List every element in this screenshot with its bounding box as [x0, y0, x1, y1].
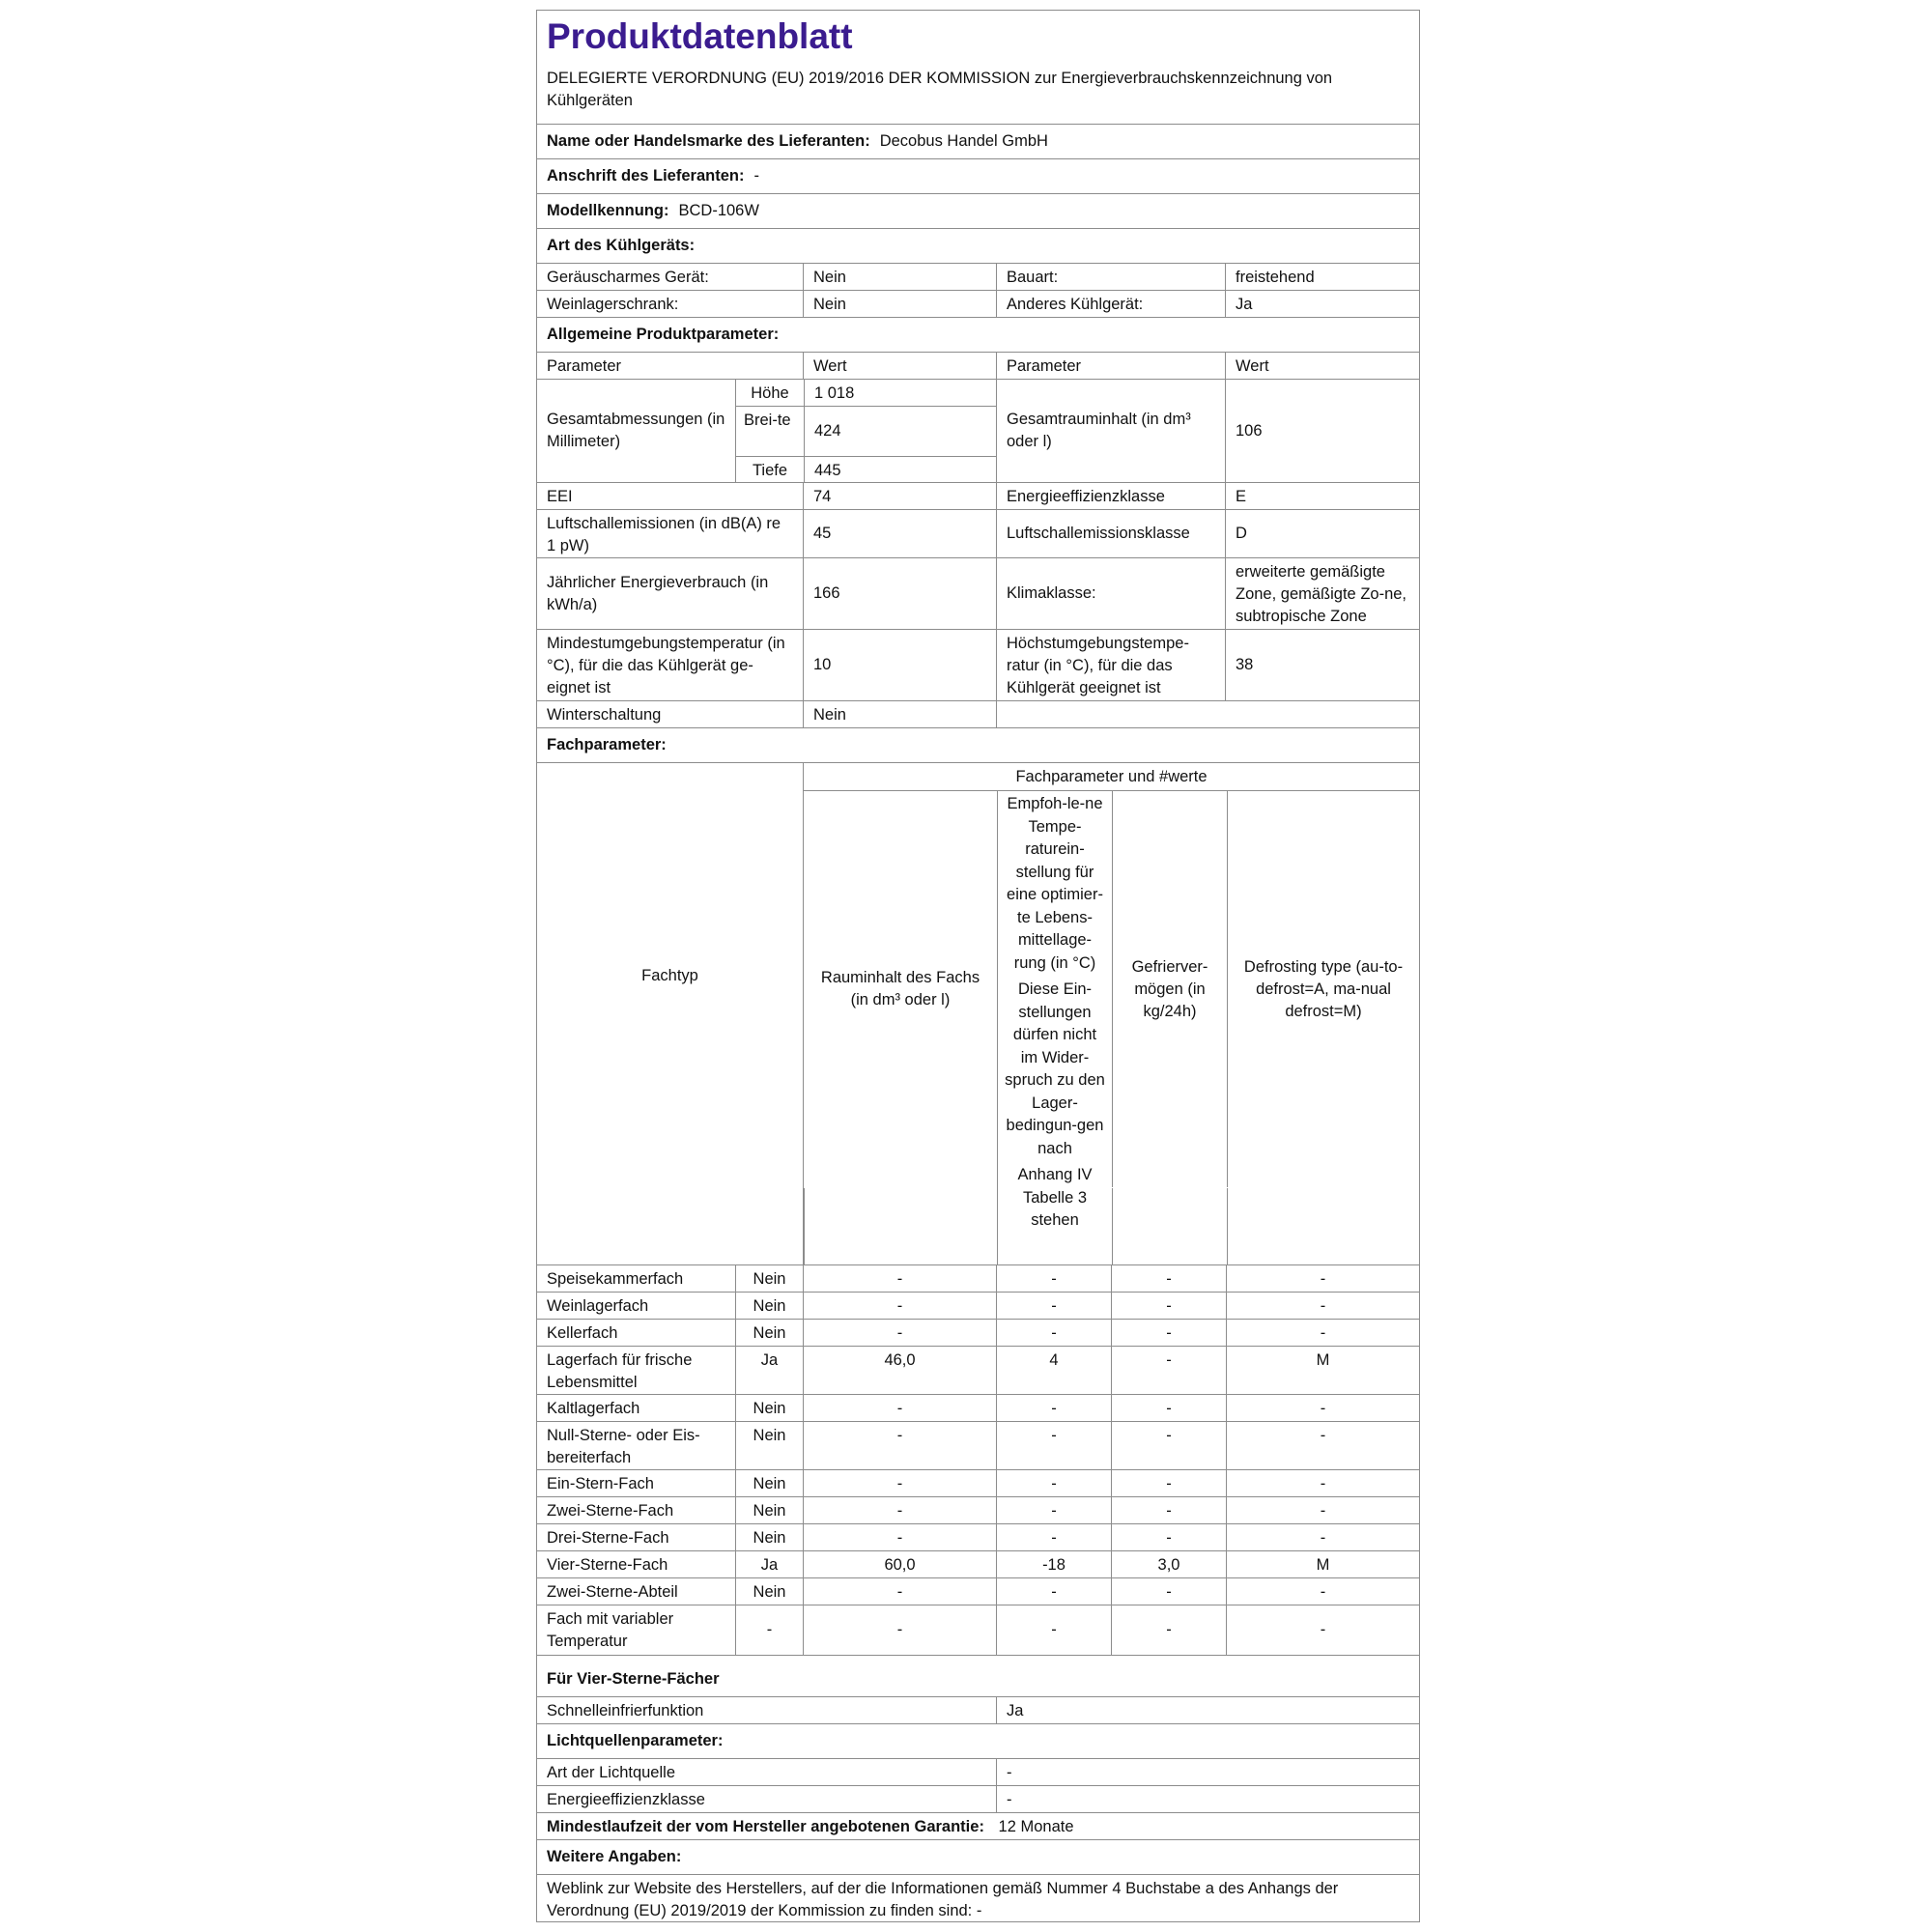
compartment-name: Speisekammerfach — [547, 1270, 684, 1288]
compartment-freezing: - — [1111, 1497, 1226, 1523]
param-label: Energieeffizienzklasse — [996, 483, 1225, 509]
column-header-value: Wert — [803, 353, 996, 379]
compartment-row — [537, 1524, 1419, 1551]
compartment-volume: - — [803, 1265, 996, 1292]
compartment-row — [537, 1551, 1419, 1578]
compartment-name: Ein-Stern-Fach — [547, 1475, 654, 1492]
compartment-row — [537, 1265, 1419, 1293]
compartment-present: Nein — [735, 1422, 803, 1469]
four-star-heading: Für Vier-Sterne-Fächer — [547, 1670, 720, 1688]
type-label: Anderes Kühlgerät: — [996, 291, 1225, 317]
supplier-name-row — [537, 125, 1419, 159]
type-value: Ja — [1225, 291, 1419, 317]
dimension-label: Brei-te — [744, 412, 791, 429]
compartment-temperature: - — [996, 1605, 1111, 1655]
compartment-row — [537, 1293, 1419, 1320]
general-param-row — [537, 630, 1419, 701]
param-value: 38 — [1225, 630, 1419, 700]
compartment-temperature: - — [996, 1320, 1111, 1346]
param-label: Jährlicher Energieverbrauch (in kWh/a) — [547, 573, 769, 613]
compartments-header-group — [803, 763, 1419, 1264]
page-title: Produktdatenblatt — [547, 16, 853, 56]
compartment-row — [537, 1578, 1419, 1605]
light-class-row — [537, 1786, 1419, 1813]
compartment-name: Null-Sterne- oder Eis-bereiterfach — [547, 1427, 700, 1466]
further-text: Weblink zur Website des Herstellers, auf der die Informationen gemäß Nummer 4 Buchstabe a des Anhangs der Verordnung (EU) 2019/2019 der Kommission zu finden sind: - — [547, 1880, 1339, 1919]
column-header-freezing: Gefrierver-mögen (in kg/24h) — [1112, 791, 1227, 1187]
compartment-temperature: - — [996, 1422, 1111, 1469]
compartment-freezing: - — [1111, 1470, 1226, 1496]
dimension-value: 1 018 — [804, 380, 996, 406]
compartment-present: Nein — [735, 1320, 803, 1346]
compartment-freezing: - — [1111, 1422, 1226, 1469]
four-star-heading-row — [537, 1662, 1419, 1697]
winter-row — [537, 701, 1419, 728]
compartment-freezing: - — [1111, 1524, 1226, 1550]
compartment-present: Nein — [735, 1470, 803, 1496]
param-value: 10 — [803, 630, 996, 700]
warranty-row — [537, 1813, 1419, 1840]
further-heading: Weitere Angaben: — [547, 1848, 682, 1865]
compartment-volume: - — [803, 1422, 996, 1469]
compartments-heading-row — [537, 728, 1419, 763]
compartment-defrost: - — [1226, 1578, 1419, 1605]
type-label: Weinlagerschrank: — [547, 296, 679, 313]
dimension-row — [736, 457, 996, 482]
compartment-row — [537, 1395, 1419, 1422]
param-label: Mindestumgebungstemperatur (in °C), für die das Kühlgerät ge-eignet ist — [547, 635, 785, 696]
type-row — [537, 264, 1419, 291]
model-value: BCD-106W — [678, 202, 759, 219]
column-header-parameter: Parameter — [996, 353, 1225, 379]
divider — [804, 1188, 806, 1264]
general-param-row — [537, 558, 1419, 630]
compartment-volume: - — [803, 1470, 996, 1496]
compartment-name: Zwei-Sterne-Abteil — [547, 1583, 678, 1601]
fast-freeze-value: Ja — [996, 1697, 1419, 1723]
regulation-subtitle: DELEGIERTE VERORDNUNG (EU) 2019/2016 DER KOMMISSION zur Energieverbrauchskennzeichnung von Kühlgeräten — [547, 70, 1333, 109]
column-header-temperature — [997, 791, 1112, 1264]
light-heading-row — [537, 1724, 1419, 1759]
light-type-row — [537, 1759, 1419, 1786]
winter-label: Winterschaltung — [547, 706, 662, 724]
compartment-temperature: - — [996, 1265, 1111, 1292]
param-label: Luftschallemissionen (in dB(A) re 1 pW) — [547, 515, 781, 554]
light-heading: Lichtquellenparameter: — [547, 1732, 724, 1749]
compartment-name: Kaltlagerfach — [547, 1400, 640, 1417]
temperature-header-part: Empfoh-le-ne Tempe-raturein-stellung für eine optimier-te Lebens-mittellage-rung (in °C) — [1007, 795, 1103, 972]
product-data-sheet — [536, 10, 1420, 1922]
compartment-temperature: - — [996, 1395, 1111, 1421]
compartments-heading: Fachparameter: — [547, 736, 667, 753]
compartment-defrost: - — [1226, 1605, 1419, 1655]
compartment-volume: - — [803, 1395, 996, 1421]
compartment-present: Nein — [735, 1265, 803, 1292]
compartment-volume: - — [803, 1578, 996, 1605]
compartment-present: Ja — [735, 1347, 803, 1394]
column-header-fachtyp: Fachtyp — [641, 966, 698, 984]
light-class-label: Energieeffizienzklasse — [547, 1791, 705, 1808]
compartment-temperature: - — [996, 1578, 1111, 1605]
compartment-defrost: - — [1226, 1293, 1419, 1319]
divider — [1227, 1188, 1229, 1264]
supplier-address-value: - — [753, 167, 759, 185]
param-label: EEI — [547, 488, 573, 505]
compartment-freezing: - — [1111, 1265, 1226, 1292]
compartment-volume: - — [803, 1497, 996, 1523]
light-type-label: Art der Lichtquelle — [547, 1764, 675, 1781]
param-value: 166 — [803, 558, 996, 629]
type-value: Nein — [803, 291, 996, 317]
compartment-row — [537, 1347, 1419, 1395]
dimensions-subtable — [735, 380, 996, 482]
compartment-defrost: - — [1226, 1320, 1419, 1346]
compartment-defrost: M — [1226, 1347, 1419, 1394]
type-label: Geräuscharmes Gerät: — [547, 269, 709, 286]
column-header-volume: Rauminhalt des Fachs (in dm³ oder l) — [820, 969, 980, 1009]
supplier-address-label: Anschrift des Lieferanten: — [547, 167, 745, 185]
param-value: 74 — [803, 483, 996, 509]
dimension-value: 424 — [804, 407, 996, 456]
supplier-address-row — [537, 159, 1419, 194]
compartment-temperature: - — [996, 1497, 1111, 1523]
compartment-defrost: M — [1226, 1551, 1419, 1577]
type-label: Bauart: — [996, 264, 1225, 290]
general-heading: Allgemeine Produktparameter: — [547, 326, 780, 343]
compartment-defrost: - — [1226, 1470, 1419, 1496]
fast-freeze-row — [537, 1697, 1419, 1724]
general-heading-row — [537, 318, 1419, 353]
compartment-present: Nein — [735, 1497, 803, 1523]
compartment-defrost: - — [1226, 1265, 1419, 1292]
compartment-freezing: - — [1111, 1578, 1226, 1605]
param-value: E — [1225, 483, 1419, 509]
winter-value: Nein — [803, 701, 996, 727]
column-header-defrost: Defrosting type (au-to-defrost=A, ma-nual defrost=M) — [1227, 791, 1419, 1187]
compartment-volume: - — [803, 1320, 996, 1346]
compartment-row — [537, 1470, 1419, 1497]
model-label: Modellkennung: — [547, 202, 669, 219]
compartment-name: Vier-Sterne-Fach — [547, 1556, 668, 1574]
model-row — [537, 194, 1419, 229]
volume-label: Gesamtrauminhalt (in dm³ oder l) — [996, 380, 1225, 482]
supplier-name-value: Decobus Handel GmbH — [879, 132, 1048, 150]
compartment-name: Lagerfach für frische Lebensmittel — [547, 1351, 693, 1391]
compartment-temperature: -18 — [996, 1551, 1111, 1577]
compartment-present: Nein — [735, 1395, 803, 1421]
compartment-defrost: - — [1226, 1395, 1419, 1421]
temperature-header-part: Anhang IV Tabelle 3 stehen — [1017, 1166, 1093, 1229]
compartment-temperature: 4 — [996, 1347, 1111, 1394]
type-heading: Art des Kühlgeräts: — [547, 237, 696, 254]
compartment-freezing: - — [1111, 1320, 1226, 1346]
supplier-name-label: Name oder Handelsmarke des Lieferanten: — [547, 132, 870, 150]
dimension-row — [736, 380, 996, 407]
compartment-row — [537, 1605, 1419, 1656]
compartment-present: Nein — [735, 1293, 803, 1319]
compartment-freezing: - — [1111, 1347, 1226, 1394]
compartment-temperature: - — [996, 1470, 1111, 1496]
compartment-volume: - — [803, 1605, 996, 1655]
compartment-present: Ja — [735, 1551, 803, 1577]
general-param-row — [537, 483, 1419, 510]
compartment-name: Kellerfach — [547, 1324, 618, 1342]
dimensions-label: Gesamtabmessungen (in Millimeter) — [547, 411, 725, 450]
fast-freeze-label: Schnelleinfrierfunktion — [547, 1702, 704, 1719]
param-value: D — [1225, 510, 1419, 557]
compartment-name: Zwei-Sterne-Fach — [547, 1502, 674, 1520]
dimension-row — [736, 407, 996, 457]
dimension-label: Tiefe — [752, 462, 788, 479]
further-text-row — [537, 1875, 1419, 1921]
type-value: freistehend — [1225, 264, 1419, 290]
type-row — [537, 291, 1419, 318]
compartment-defrost: - — [1226, 1524, 1419, 1550]
warranty-value: 12 Monate — [998, 1818, 1074, 1835]
compartment-defrost: - — [1226, 1422, 1419, 1469]
volume-value: 106 — [1225, 380, 1419, 482]
compartment-freezing: - — [1111, 1293, 1226, 1319]
general-column-header — [537, 353, 1419, 380]
compartments-header — [537, 763, 1419, 1265]
compartment-defrost: - — [1226, 1497, 1419, 1523]
compartment-freezing: - — [1111, 1395, 1226, 1421]
compartment-volume: 46,0 — [803, 1347, 996, 1394]
compartment-temperature: - — [996, 1524, 1111, 1550]
compartment-volume: 60,0 — [803, 1551, 996, 1577]
compartment-volume: - — [803, 1293, 996, 1319]
temperature-header-part: Diese Ein-stellungen dürfen nicht im Wider-spruch zu den Lager-bedingun-gen nach — [1005, 980, 1105, 1157]
light-class-value: - — [996, 1786, 1419, 1812]
divider — [1112, 1188, 1114, 1264]
group-header: Fachparameter und #werte — [804, 763, 1419, 791]
dimension-label: Höhe — [751, 384, 789, 402]
dimensions-row — [537, 380, 1419, 483]
param-value: 45 — [803, 510, 996, 557]
param-label: Klimaklasse: — [996, 558, 1225, 629]
type-value: Nein — [803, 264, 996, 290]
empty-cell — [996, 701, 1419, 727]
param-label: Luftschallemissionsklasse — [996, 510, 1225, 557]
param-label: Höchstumgebungstempe-ratur (in °C), für die das Kühlgerät geeignet ist — [996, 630, 1225, 700]
dimension-value: 445 — [804, 457, 996, 482]
further-heading-row — [537, 1840, 1419, 1875]
compartment-row — [537, 1422, 1419, 1470]
compartment-present: Nein — [735, 1524, 803, 1550]
param-value: erweiterte gemäßigte Zone, gemäßigte Zo-ne, subtropische Zone — [1225, 558, 1419, 629]
compartment-present: Nein — [735, 1578, 803, 1605]
general-param-row — [537, 510, 1419, 558]
column-header-parameter: Parameter — [547, 357, 622, 375]
compartment-row — [537, 1497, 1419, 1524]
title-block — [537, 11, 1419, 125]
light-type-value: - — [996, 1759, 1419, 1785]
compartment-freezing: 3,0 — [1111, 1551, 1226, 1577]
warranty-label: Mindestlaufzeit der vom Hersteller angebotenen Garantie: — [547, 1818, 984, 1835]
compartment-name: Weinlagerfach — [547, 1297, 649, 1315]
column-header-value: Wert — [1225, 353, 1419, 379]
compartment-freezing: - — [1111, 1605, 1226, 1655]
compartment-name: Fach mit variabler Temperatur — [547, 1610, 674, 1650]
compartment-name: Drei-Sterne-Fach — [547, 1529, 669, 1547]
compartment-volume: - — [803, 1524, 996, 1550]
type-heading-row — [537, 229, 1419, 264]
compartment-temperature: - — [996, 1293, 1111, 1319]
compartment-row — [537, 1320, 1419, 1347]
compartment-present: - — [735, 1605, 803, 1655]
